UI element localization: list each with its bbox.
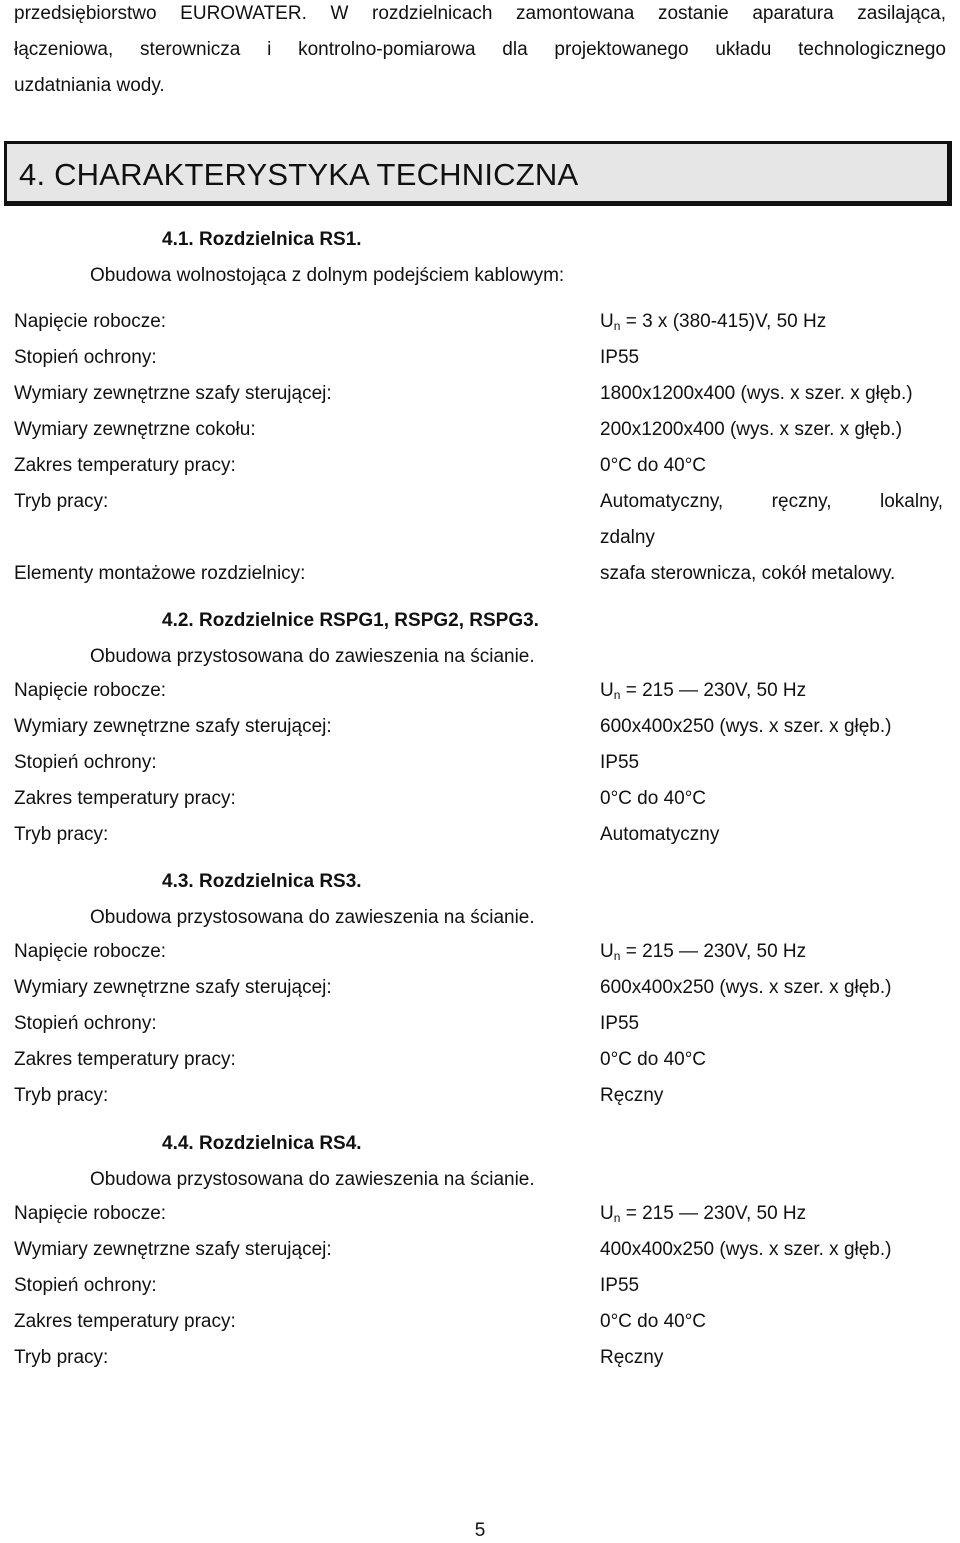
spec-row-dimensions (0, 1232, 960, 1268)
spec-row-temperature (0, 1304, 960, 1340)
spec-value: zdalny (600, 527, 655, 548)
spec-row-mode (0, 484, 960, 520)
spec-row-dimensions (0, 376, 960, 412)
spec-value: $U_n = 3$ x (380-415)V, 50 Hz (600, 311, 827, 333)
spec-label: Zakres temperatury pracy: (14, 1049, 236, 1070)
spec-label: Napięcie robocze: (14, 680, 167, 701)
section-heading: 4.4. Rozdzielnica RS4. (162, 1133, 362, 1154)
spec-value: IP55 (600, 347, 640, 368)
intro-line: przedsiębiorstwo EUROWATER. W rozdzielnicach zamontowana zostanie aparatura zasilająca, (14, 3, 946, 24)
spec-value: szafa sterownicza, cokół metalowy. (600, 563, 896, 584)
spec-label: Zakres temperatury pracy: (14, 788, 236, 809)
chapter-heading-box (4, 141, 952, 206)
spec-row-dimensions (0, 970, 960, 1006)
spec-value: 0°C do 40°C (600, 1311, 707, 1332)
spec-row-temperature (0, 1042, 960, 1078)
spec-value: Automatyczny (600, 824, 720, 845)
spec-value: 0°C do 40°C (600, 455, 707, 476)
spec-value: $U_n = 215$ — 230V, 50 Hz (600, 941, 807, 963)
section-description: Obudowa przystosowana do zawieszenia na ścianie. (90, 646, 535, 667)
spec-value: $U_n = 215$ — 230V, 50 Hz (600, 1203, 807, 1225)
spec-row-mode-cont (0, 520, 960, 556)
intro-line: uzdatniania wody. (14, 75, 165, 96)
intro-paragraph (14, 0, 946, 104)
spec-row-mounting (0, 556, 960, 592)
spec-row-temperature (0, 448, 960, 484)
spec-label: Stopień ochrony: (14, 347, 157, 368)
spec-label: Napięcie robocze: (14, 311, 167, 332)
spec-label: Elementy montażowe rozdzielnicy: (14, 563, 306, 584)
spec-label: Tryb pracy: (14, 1085, 109, 1106)
spec-row-plinth-dimensions (0, 412, 960, 448)
page-number: 5 (474, 1520, 486, 1541)
section-heading: 4.3. Rozdzielnica RS3. (162, 871, 362, 892)
section-description: Obudowa przystosowana do zawieszenia na ścianie. (90, 1169, 535, 1190)
spec-row-protection (0, 745, 960, 781)
spec-value: $U_n = 215$ — 230V, 50 Hz (600, 680, 807, 702)
spec-label: Napięcie robocze: (14, 941, 167, 962)
section-heading: 4.1. Rozdzielnica RS1. (162, 229, 362, 250)
spec-value: IP55 (600, 1013, 640, 1034)
spec-row-dimensions (0, 709, 960, 745)
spec-value: 400x400x250 (wys. x szer. x głęb.) (600, 1239, 892, 1260)
spec-value: 0°C do 40°C (600, 1049, 707, 1070)
spec-value: 1800x1200x400 (wys. x szer. x głęb.) (600, 383, 913, 404)
spec-value: 600x400x250 (wys. x szer. x głęb.) (600, 716, 892, 737)
spec-row-protection (0, 340, 960, 376)
spec-row-temperature (0, 781, 960, 817)
spec-label: Wymiary zewnętrzne cokołu: (14, 419, 256, 440)
section-description: Obudowa wolnostojąca z dolnym podejściem kablowym: (90, 265, 565, 286)
spec-value: IP55 (600, 1275, 640, 1296)
spec-row-mode (0, 817, 960, 853)
spec-label: Tryb pracy: (14, 1347, 109, 1368)
spec-row-voltage (0, 304, 960, 340)
intro-line: łączeniowa, sterownicza i kontrolno-pomiarowa dla projektowanego układu technologicznego (14, 39, 946, 60)
spec-value: Automatyczny, ręczny, lokalny, (600, 491, 943, 512)
spec-label: Zakres temperatury pracy: (14, 1311, 236, 1332)
spec-row-mode (0, 1078, 960, 1114)
spec-label: Wymiary zewnętrzne szafy sterującej: (14, 977, 332, 998)
spec-row-mode (0, 1340, 960, 1376)
section-description: Obudowa przystosowana do zawieszenia na ścianie. (90, 907, 535, 928)
spec-label: Zakres temperatury pracy: (14, 455, 236, 476)
spec-value: IP55 (600, 752, 640, 773)
spec-row-protection (0, 1006, 960, 1042)
spec-label: Wymiary zewnętrzne szafy sterującej: (14, 716, 332, 737)
spec-row-voltage (0, 673, 960, 709)
spec-row-voltage (0, 934, 960, 970)
spec-value: 0°C do 40°C (600, 788, 707, 809)
section-heading: 4.2. Rozdzielnice RSPG1, RSPG2, RSPG3. (162, 610, 539, 631)
spec-label: Wymiary zewnętrzne szafy sterującej: (14, 1239, 332, 1260)
spec-label: Stopień ochrony: (14, 1275, 157, 1296)
spec-label: Tryb pracy: (14, 824, 109, 845)
chapter-title: 4. CHARAKTERYSTYKA TECHNICZNA (19, 157, 579, 192)
spec-row-voltage (0, 1196, 960, 1232)
spec-label: Stopień ochrony: (14, 1013, 157, 1034)
spec-label: Wymiary zewnętrzne szafy sterującej: (14, 383, 332, 404)
spec-value: 200x1200x400 (wys. x szer. x głęb.) (600, 419, 903, 440)
spec-value: Ręczny (600, 1085, 664, 1106)
spec-label: Napięcie robocze: (14, 1203, 167, 1224)
spec-value: 600x400x250 (wys. x szer. x głęb.) (600, 977, 892, 998)
spec-value: Ręczny (600, 1347, 664, 1368)
spec-row-protection (0, 1268, 960, 1304)
spec-label: Stopień ochrony: (14, 752, 157, 773)
spec-label: Tryb pracy: (14, 491, 109, 512)
